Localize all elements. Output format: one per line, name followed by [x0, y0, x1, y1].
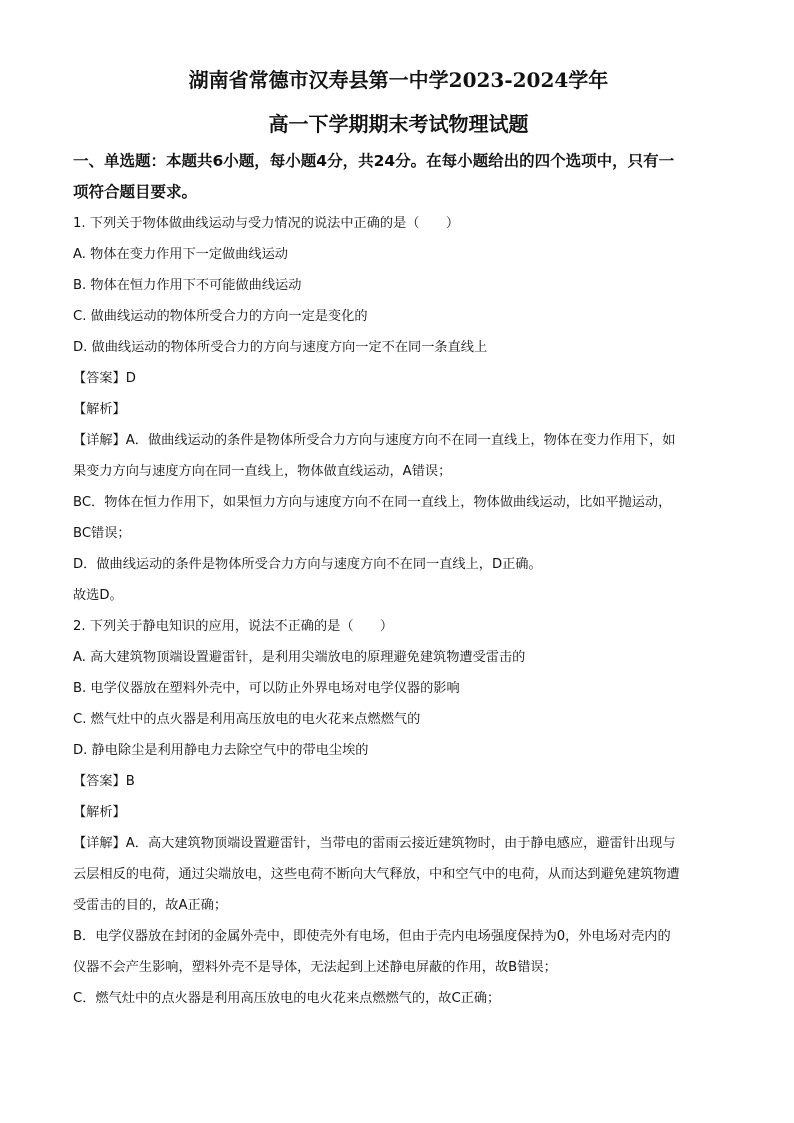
option-b: B. 物体在恒力作用下不可能做曲线运动	[73, 278, 302, 293]
option-b: B. 电学仪器放在塑料外壳中，可以防止外界电场对电学仪器的影响	[73, 681, 460, 696]
analysis-label: 【解析】	[73, 805, 126, 820]
detail-line: 受雷击的目的，故A正确；	[73, 898, 228, 913]
detail-line: 【详解】A．做曲线运动的条件是物体所受合力方向与速度方向不在同一直线上，物体在变力作用下，如	[73, 433, 676, 448]
detail-line: 果变力方向与速度方向在同一直线上，物体做直线运动，A错误；	[73, 464, 452, 479]
section-heading-line-1: 一、单选题：本题共6小题，每小题4分，共24分。在每小题给出的四个选项中，只有一	[73, 152, 675, 170]
answer-label: 【答案】D	[73, 371, 136, 386]
detail-line: BC错误；	[73, 526, 131, 541]
question-stem: 2. 下列关于静电知识的应用，说法不正确的是（ ）	[73, 619, 394, 634]
detail-line: 【详解】A．高大建筑物顶端设置避雷针，当带电的雷雨云接近建筑物时，由于静电感应，避雷针出现与	[73, 836, 676, 851]
detail-line: BC．物体在恒力作用下，如果恒力方向与速度方向不在同一直线上，物体做曲线运动，比如平抛运动，	[73, 495, 672, 510]
page-title: 湖南省常德市汉寿县第一中学2023-2024学年	[188, 68, 609, 92]
section-heading-line-2: 项符合题目要求。	[73, 183, 198, 201]
detail-line: 仪器不会产生影响，塑料外壳不是导体，无法起到上述静电屏蔽的作用，故B错误；	[73, 960, 557, 975]
analysis-label: 【解析】	[73, 402, 126, 417]
option-c: C. 燃气灶中的点火器是利用高压放电的电火花来点燃燃气的	[73, 712, 421, 727]
detail-line: D．做曲线运动的条件是物体所受合力方向与速度方向不在同一直线上，D正确。	[73, 557, 542, 572]
question-1	[73, 208, 724, 611]
option-a: A. 高大建筑物顶端设置避雷针，是利用尖端放电的原理避免建筑物遭受雷击的	[73, 650, 526, 665]
page-subtitle: 高一下学期期末考试物理试题	[268, 112, 529, 136]
section-heading	[73, 146, 724, 208]
answer-label: 【答案】B	[73, 774, 135, 789]
detail-line: C．燃气灶中的点火器是利用高压放电的电火花来点燃燃气的，故C正确；	[73, 991, 501, 1006]
detail-line: 云层相反的电荷，通过尖端放电，这些电荷不断向大气释放，中和空气中的电荷，从而达到避免建筑物遭	[73, 867, 680, 882]
option-c: C. 做曲线运动的物体所受合力的方向一定是变化的	[73, 309, 368, 324]
question-stem: 1. 下列关于物体做曲线运动与受力情况的说法中正确的是（ ）	[73, 216, 460, 231]
detail-line: 故选D。	[73, 588, 123, 603]
question-2	[73, 611, 724, 1014]
detail-line: B．电学仪器放在封闭的金属外壳中，即使壳外有电场，但由于壳内电场强度保持为0，外电场对壳内的	[73, 929, 671, 944]
option-d: D. 做曲线运动的物体所受合力的方向与速度方向一定不在同一条直线上	[73, 340, 488, 355]
option-d: D. 静电除尘是利用静电力去除空气中的带电尘埃的	[73, 743, 369, 758]
option-a: A. 物体在变力作用下一定做曲线运动	[73, 247, 288, 262]
